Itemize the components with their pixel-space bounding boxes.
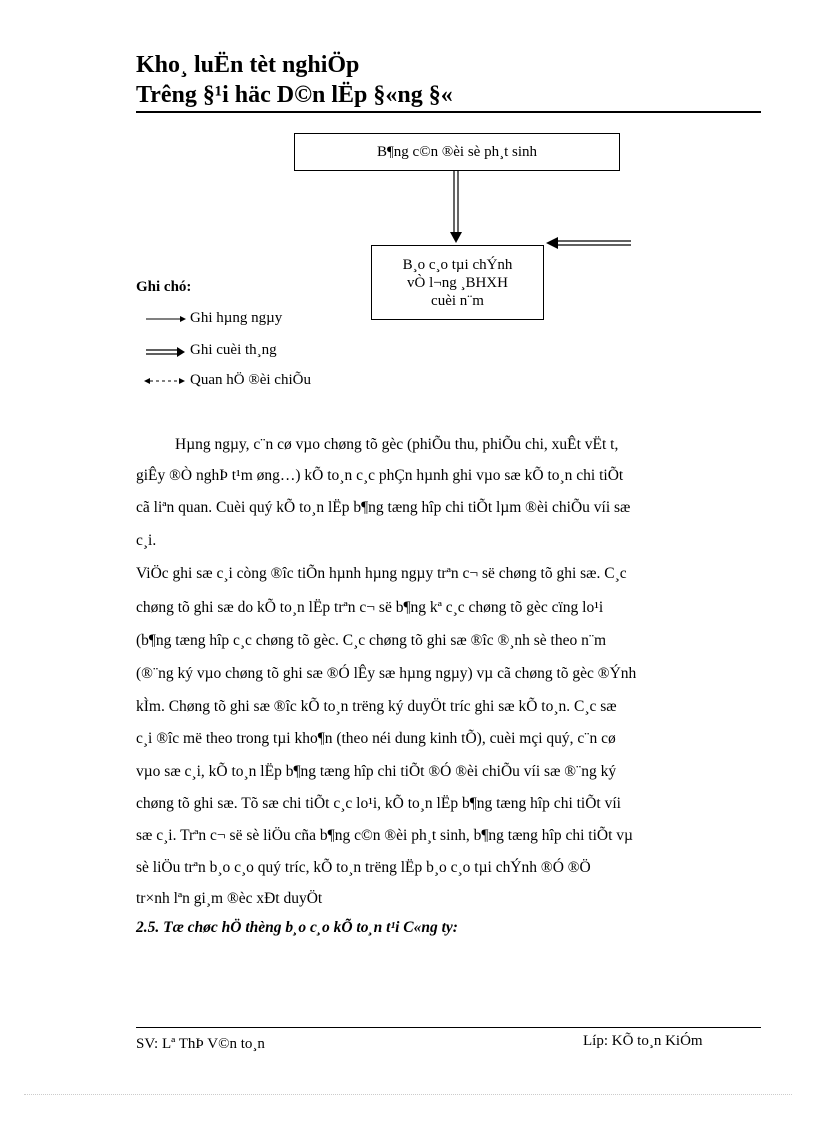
paragraph-line: (b¶ng tæng hîp c¸c chøng tõ gèc. C¸c chøng tõ ghi sæ ®îc ®¸nh sè theo n¨m — [136, 632, 607, 649]
paragraph-line: Hµng ngµy, c¨n cø vµo chøng tõ gèc (phiÕu thu, phiÕu chi, xuÊt vËt t, — [175, 436, 619, 453]
paragraph-line: sæ c¸i. Trªn c¬ së sè liÖu cña b¶ng c©n ®èi ph¸t sinh, b¶ng tæng hîp chi tiÕt vµ — [136, 827, 633, 844]
paragraph-line: giÊy ®Ò nghÞ t¹m øng…) kÕ to¸n c¸c phÇn hµnh ghi vµo sæ kÕ to¸n chi tiÕt — [136, 467, 624, 484]
legend-item-reconcile: Quan hÖ ®èi chiÕu — [190, 372, 311, 388]
legend-item-monthly: Ghi cuèi th¸ng — [190, 342, 277, 358]
diagram-box-financial-report-line: vÒ l¬ng ¸BHXH — [407, 275, 508, 291]
legend-title: Ghi chó: — [136, 279, 192, 295]
double-arrow-down — [450, 171, 462, 243]
paragraph-line: cã liªn quan. Cuèi quý kÕ to¸n lËp b¶ng tæng hîp chi tiÕt lµm ®èi chiÕu víi sæ — [136, 499, 631, 516]
footer-class-name: Líp: KÕ to¸n KiÓm — [583, 1033, 703, 1049]
paragraph-line: tr×nh lªn gi¸m ®èc xÐt duyÖt — [136, 890, 323, 907]
paragraph-line: vµo sæ c¸i, kÕ to¸n lËp b¶ng tæng hîp chi tiÕt ®Ó ®èi chiÕu víi sæ ®¨ng ký — [136, 763, 617, 780]
footer-rule — [136, 1027, 761, 1028]
paragraph-line: (®¨ng ký vµo chøng tõ ghi sæ ®Ó lÊy sæ hµng ngµy) vµ cã chøng tõ gèc ®Ýnh — [136, 665, 637, 682]
section-heading: 2.5. Tæ chøc hÖ thèng b¸o c¸o kÕ to¸n t¹i C«ng ty: — [136, 919, 458, 936]
legend-single-arrow-icon — [146, 316, 186, 322]
paragraph-line: ViÖc ghi sæ c¸i còng ®îc tiÕn hµnh hµng ngµy trªn c¬ së chøng tõ ghi sæ. C¸c — [136, 565, 627, 582]
paragraph-line: c¸i ®îc më theo trong tµi kho¶n (theo néi dung kinh tÕ), cuèi mçi quý, c¨n cø — [136, 730, 616, 747]
paragraph-line: c¸i. — [136, 532, 157, 549]
legend-item-daily: Ghi hµng ngµy — [190, 310, 283, 326]
diagram-box-financial-report-line: cuèi n¨m — [431, 293, 484, 309]
legend-double-arrow-icon — [146, 347, 185, 357]
footer-student-name: SV: Lª ThÞ V©n to¸n — [136, 1036, 265, 1052]
page-bottom-divider — [24, 1094, 792, 1095]
legend-dashed-arrow-icon — [144, 378, 185, 384]
paragraph-line: chøng tõ ghi sæ. Tõ sæ chi tiÕt c¸c lo¹i, kÕ to¸n lËp b¶ng tæng hîp chi tiÕt víi — [136, 795, 621, 812]
paragraph-line: kÌm. Chøng tõ ghi sæ ®îc kÕ to¸n trëng ký duyÖt tríc ghi sæ kÕ to¸n. C¸c sæ — [136, 698, 617, 715]
diagram-box-financial-report-line: B¸o c¸o tµi chÝnh — [402, 257, 513, 273]
paragraph-line: chøng tõ ghi sæ do kÕ to¸n lËp trªn c¬ së b¶ng kª c¸c chøng tõ gèc cïng lo¹i — [136, 599, 604, 616]
document-header-school: Trêng §¹i häc D©n lËp §«ng §« — [136, 82, 453, 108]
document-header-title: Kho¸ luËn tèt nghiÖp — [136, 52, 360, 78]
paragraph-line: sè liÖu trªn b¸o c¸o quý tríc, kÕ to¸n trëng lËp b¸o c¸o tµi chÝnh ®Ó ®Ö — [136, 859, 591, 876]
double-arrow-left — [546, 237, 631, 249]
diagram-box-balance-sheet: B¶ng c©n ®èi sè ph¸t sinh — [294, 133, 620, 171]
